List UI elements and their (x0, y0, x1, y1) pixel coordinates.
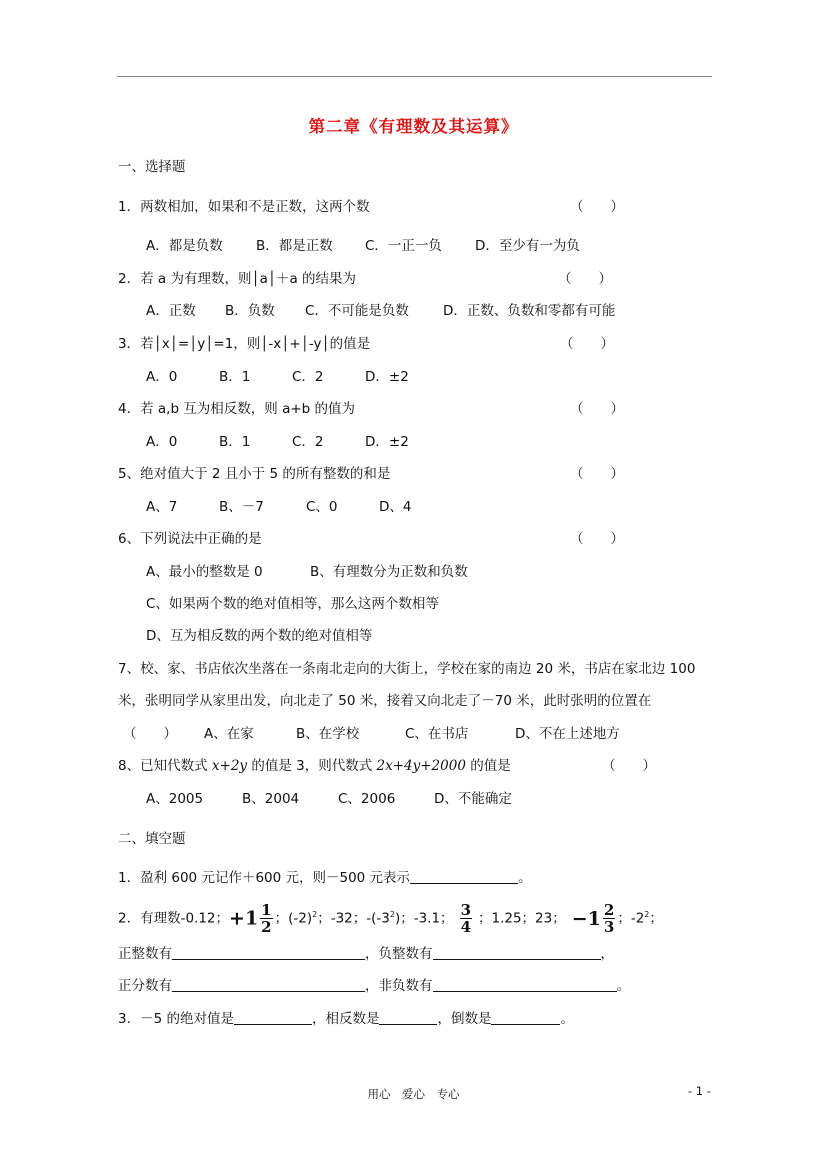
answer-blank[interactable] (234, 1010, 312, 1025)
option: C、在书店 (405, 726, 469, 742)
number-list-text: ；(-2) (274, 910, 313, 927)
answer-blank[interactable] (410, 869, 518, 884)
option: A、最小的整数是 0 (146, 564, 263, 580)
question-6: 6、下列说法中正确的是 (118, 531, 262, 547)
answer-paren-7: （ ） (123, 726, 177, 742)
fraction-numerator: 3 (460, 901, 471, 919)
options-3 (146, 367, 409, 387)
fraction (460, 902, 472, 935)
category-label: ，负整数有 (365, 946, 433, 962)
fill-question-2-line-3 (118, 976, 630, 996)
number-list-text: ； (649, 910, 663, 927)
option: D．±2 (365, 434, 409, 450)
option: D、不能确定 (434, 791, 512, 807)
question-4: 4．若 a,b 互为相反数，则 a+b 的值为 (118, 401, 356, 417)
question-8-text: 的值是 3，则代数式 (247, 758, 377, 774)
punctuation: ， (600, 946, 614, 962)
page-number: - 1 - (688, 1084, 711, 1098)
punctuation: 。 (616, 978, 630, 994)
option: C、0 (306, 499, 338, 515)
option: C．2 (292, 434, 324, 450)
option: D．至少有一为负 (475, 238, 580, 254)
answer-paren-5: （ ） (570, 466, 624, 482)
option: A．都是负数 (146, 238, 223, 254)
punctuation: 。 (560, 1011, 574, 1027)
option: D、不在上述地方 (515, 726, 620, 742)
option: A．0 (146, 369, 178, 385)
question-8 (118, 756, 511, 776)
option: B．负数 (225, 303, 275, 319)
question-3: 3．若│x│=│y│=1，则│-x│+│-y│的值是 (118, 336, 371, 352)
option: B．1 (219, 369, 251, 385)
number-list-text: ；-2 (617, 910, 645, 927)
expression: x+2y (211, 758, 248, 774)
option: D．±2 (365, 369, 409, 385)
option: C．不可能是负数 (305, 303, 409, 319)
expression: 2x+4y+2000 (376, 758, 466, 774)
section-fill-heading: 二、填空题 (118, 831, 186, 847)
option: B．1 (219, 434, 251, 450)
fraction (603, 902, 615, 935)
answer-paren-3: （ ） (560, 336, 614, 352)
option: A．正数 (146, 303, 196, 319)
options-5 (146, 497, 411, 517)
question-8-text: 的值是 (465, 758, 511, 774)
option: B．都是正数 (256, 238, 333, 254)
punctuation: 。 (518, 870, 532, 886)
options-8 (146, 789, 512, 809)
option: A．0 (146, 434, 178, 450)
number-list-text: ；1.25；23； (478, 910, 566, 927)
answer-blank[interactable] (433, 977, 617, 992)
fill-question-2-line-2 (118, 944, 614, 964)
category-label: 正整数有 (118, 946, 172, 962)
category-label: 正分数有 (118, 978, 172, 994)
question-2: 2．若 a 为有理数，则│a│＋a 的结果为 (118, 271, 357, 287)
mixed-number-whole: +1 (229, 907, 259, 930)
options-2 (146, 301, 615, 321)
fraction-numerator: 1 (261, 901, 272, 919)
answer-blank[interactable] (172, 977, 365, 992)
fill-question-2-text: 2．有理数-0.12； (118, 910, 230, 927)
option: C、如果两个数的绝对值相等，那么这两个数相等 (146, 596, 439, 612)
fraction (260, 902, 272, 935)
question-5: 5、绝对值大于 2 且小于 5 的所有整数的和是 (118, 466, 391, 482)
fill-question-3-text: 3．－5 的绝对值是 (118, 1011, 234, 1027)
option: D．正数、负数和零都有可能 (443, 303, 616, 319)
option: B、2004 (242, 791, 300, 807)
fill-question-1-text: 1．盈利 600 元记作＋600 元，则－500 元表示 (118, 870, 411, 886)
category-label: ，非负数有 (365, 978, 433, 994)
option: C．2 (292, 369, 324, 385)
answer-blank[interactable] (433, 945, 601, 960)
fraction-denominator: 2 (261, 918, 272, 936)
option: B、在学校 (296, 726, 360, 742)
fill-question-3-text: ，倒数是 (437, 1011, 492, 1027)
option: B、－7 (219, 499, 264, 515)
answer-blank[interactable] (379, 1010, 437, 1025)
option: A、2005 (146, 791, 204, 807)
option: D、4 (379, 499, 412, 515)
exponent: 2 (644, 910, 650, 919)
answer-blank[interactable] (172, 945, 365, 960)
answer-paren-2: （ ） (558, 271, 612, 287)
fraction-denominator: 3 (603, 918, 615, 936)
section-choice-heading: 一、选择题 (118, 159, 186, 175)
question-7-line-1: 7、校、家、书店依次坐落在一条南北走向的大街上，学校在家的南边 20 米，书店在家北边 100 (118, 661, 696, 677)
chapter-title: 第二章《有理数及其运算》 (308, 117, 519, 136)
fill-question-3-text: ，相反数是 (311, 1011, 380, 1027)
fill-question-3 (118, 1009, 574, 1029)
mixed-number-whole: −1 (571, 907, 601, 930)
option: B、有理数分为正数和负数 (310, 564, 468, 580)
number-list-text: )；-3.1； (394, 910, 454, 927)
options-1 (146, 236, 580, 256)
exponent: 2 (312, 910, 318, 919)
number-list-text: ；-32；-(-3 (317, 910, 390, 927)
option: A、在家 (204, 726, 254, 742)
exponent: 2 (389, 910, 395, 919)
footer-motto: 用心 爱心 专心 (367, 1087, 460, 1101)
option: C．一正一负 (365, 238, 442, 254)
fraction-denominator: 4 (460, 918, 471, 936)
option: A、7 (146, 499, 178, 515)
fill-question-2 (118, 900, 663, 935)
options-6-row-1 (146, 562, 468, 582)
question-1: 1．两数相加，如果和不是正数，这两个数 (118, 199, 370, 215)
options-4 (146, 432, 409, 452)
answer-paren-8: （ ） (602, 758, 656, 774)
fraction-numerator: 2 (603, 901, 615, 919)
fill-question-1 (118, 868, 532, 888)
question-7-line-2: 米，张明同学从家里出发，向北走了 50 米，接着又向北走了－70 米，此时张明的位置在 (118, 693, 652, 709)
answer-paren-6: （ ） (570, 531, 624, 547)
answer-blank[interactable] (491, 1010, 560, 1025)
answer-paren-4: （ ） (570, 401, 624, 417)
option: C、2006 (338, 791, 396, 807)
option: D、互为相反数的两个数的绝对值相等 (146, 628, 373, 644)
header-rule (117, 76, 712, 77)
options-7 (123, 724, 620, 744)
answer-paren-1: （ ） (570, 199, 624, 215)
question-8-text: 8、已知代数式 (118, 758, 212, 774)
